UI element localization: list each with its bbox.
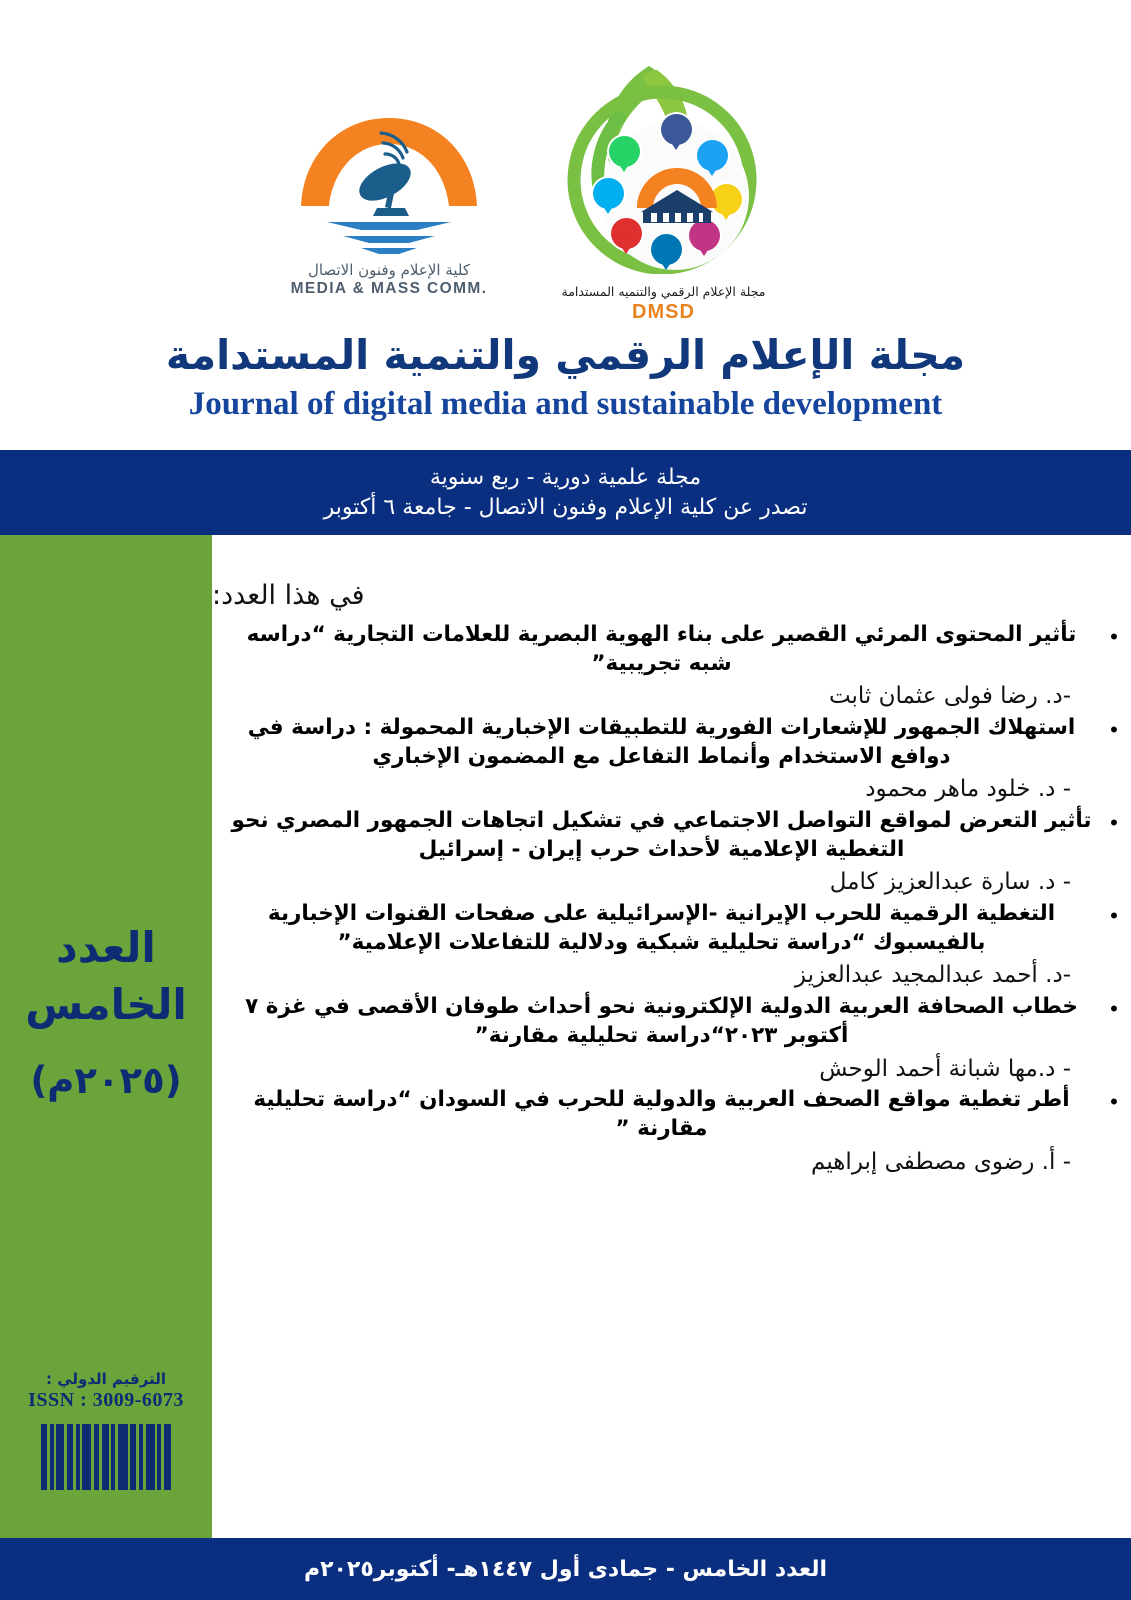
barcode-graphic — [41, 1424, 171, 1490]
facebook-glyph: f — [672, 119, 680, 139]
article-author: - د.مها شبانة أحمد الوحش — [819, 1055, 1071, 1082]
faculty-caption-ar: كلية الإعلام وفنون الاتصال — [308, 261, 470, 279]
university-arch-icon — [631, 166, 723, 230]
article-title: تأثير التعرض لمواقع التواصل الاجتماعي في تشكيل اتجاهات الجمهور المصري نحو التغطية الإعلامية لأحداث حرب إيران - إسرائيل — [231, 808, 1092, 862]
youtube-glyph: ▶ — [621, 226, 631, 241]
footer-issue-date: العدد الخامس - جمادى أول ١٤٤٧هـ- أكتوبر٢٠٢٥م — [303, 1556, 828, 1582]
issn-block — [0, 1370, 212, 1490]
list-item — [230, 807, 1123, 898]
skype-glyph: S — [602, 183, 614, 203]
skype-icon — [593, 178, 624, 209]
issn-value: ISSN : 3009-6073 — [28, 1389, 184, 1411]
list-item — [230, 621, 1123, 712]
faculty-logo-graphic — [299, 110, 479, 260]
article-title: خطاب الصحافة العربية الدولية الإلكترونية نحو أحداث طوفان الأقصى في غزة ٧ أكتوبر ٢٠٢٣“دراسة تحليلية مقارنة” — [245, 994, 1078, 1048]
bullet-icon: • — [1110, 810, 1118, 836]
in-this-issue-heading: في هذا العدد: — [212, 580, 365, 611]
snapchat-glyph: s — [721, 189, 731, 209]
orange-arch-satellite-icon — [299, 110, 479, 260]
subtitle-banner — [0, 450, 1131, 535]
list-item — [230, 900, 1123, 991]
article-author: -د. رضا فولى عثمان ثابت — [828, 683, 1071, 710]
article-title: تأثير المحتوى المرئي القصير على بناء الهوية البصرية للعلامات التجارية “دراسه شبه تجريبية” — [246, 622, 1077, 676]
whatsapp-glyph: w — [616, 141, 632, 161]
article-author: -د. أحمد عبدالمجيد عبدالعزيز — [794, 962, 1071, 989]
list-item — [230, 714, 1123, 805]
toc-title-row — [230, 1086, 1123, 1143]
faculty-logo — [282, 62, 497, 298]
banner-line-periodicity: مجلة علمية دورية - ربع سنوية — [429, 465, 702, 491]
issue-sidebar — [0, 535, 212, 1538]
toc-title-row — [230, 807, 1123, 864]
dmsd-logo-caption-en: DMSD — [632, 300, 695, 323]
linkedin-glyph: in — [659, 242, 673, 257]
toc-title-row — [230, 993, 1123, 1050]
toc-title-row — [230, 900, 1123, 957]
masthead — [0, 0, 1131, 450]
logo-row — [275, 62, 795, 330]
banner-line-publisher: تصدر عن كلية الإعلام وفنون الاتصال - جامعة ٦ أكتوبر — [323, 494, 808, 520]
article-title: استهلاك الجمهور للإشعارات الفورية للتطبيقات الإخبارية المحمولة : دراسة في دوافع الاستخدام وأنماط التفاعل مع المضمون الإخباري — [247, 715, 1076, 769]
issn-label: الترقيم الدولي : — [46, 1370, 166, 1388]
journal-title-english: Journal of digital media and sustainable development — [188, 386, 943, 422]
bullet-icon: • — [1110, 717, 1118, 743]
article-author: - أ. رضوى مصطفى إبراهيم — [811, 1148, 1071, 1175]
bullet-icon: • — [1110, 996, 1118, 1022]
list-item — [230, 993, 1123, 1084]
dmsd-logo-caption-ar: مجلة الإعلام الرقمي والتنميه المستدامة — [561, 284, 766, 299]
bullet-icon: • — [1110, 624, 1118, 649]
toc-title-row — [230, 621, 1123, 678]
list-item — [230, 1086, 1123, 1177]
twitter-glyph: t — [708, 145, 716, 165]
leaf-logo-graphic — [539, 62, 789, 284]
article-title: التغطية الرقمية للحرب الإيرانية -الإسرائيلية على صفحات القنوات الإخبارية بالفيسبوك “دراسة تحليلية شبكية ودلالية للتفاعلات الإعلامية” — [267, 901, 1056, 955]
linkedin-icon — [651, 234, 682, 265]
table-of-contents-panel — [212, 535, 1131, 1538]
bullet-icon: • — [1110, 1089, 1118, 1115]
issue-number-block — [0, 920, 212, 1102]
article-title: أطر تغطية مواقع الصحف العربية والدولية للحرب في السودان “دراسة تحليلية مقارنة ” — [253, 1087, 1070, 1141]
issue-label-line2: الخامس — [25, 979, 187, 1029]
whatsapp-icon — [609, 136, 640, 167]
article-author: - د. خلود ماهر محمود — [865, 776, 1071, 803]
journal-title-arabic: مجلة الإعلام الرقمي والتنمية المستدامة — [165, 331, 966, 379]
issue-label-line1: العدد — [56, 923, 156, 972]
bullet-icon: • — [1110, 903, 1118, 929]
toc-title-row — [230, 714, 1123, 771]
dmsd-journal-logo — [539, 62, 789, 324]
issue-year: (٢٠٢٥م) — [30, 1059, 182, 1103]
article-author: - د. سارة عبدالعزيز كامل — [829, 869, 1071, 896]
issue-footer-bar — [0, 1538, 1131, 1600]
toc-list — [212, 621, 1131, 1177]
faculty-caption-en: MEDIA & MASS COMM. — [290, 280, 488, 298]
facebook-icon — [661, 114, 692, 145]
instagram-glyph: ▢ — [696, 225, 712, 245]
